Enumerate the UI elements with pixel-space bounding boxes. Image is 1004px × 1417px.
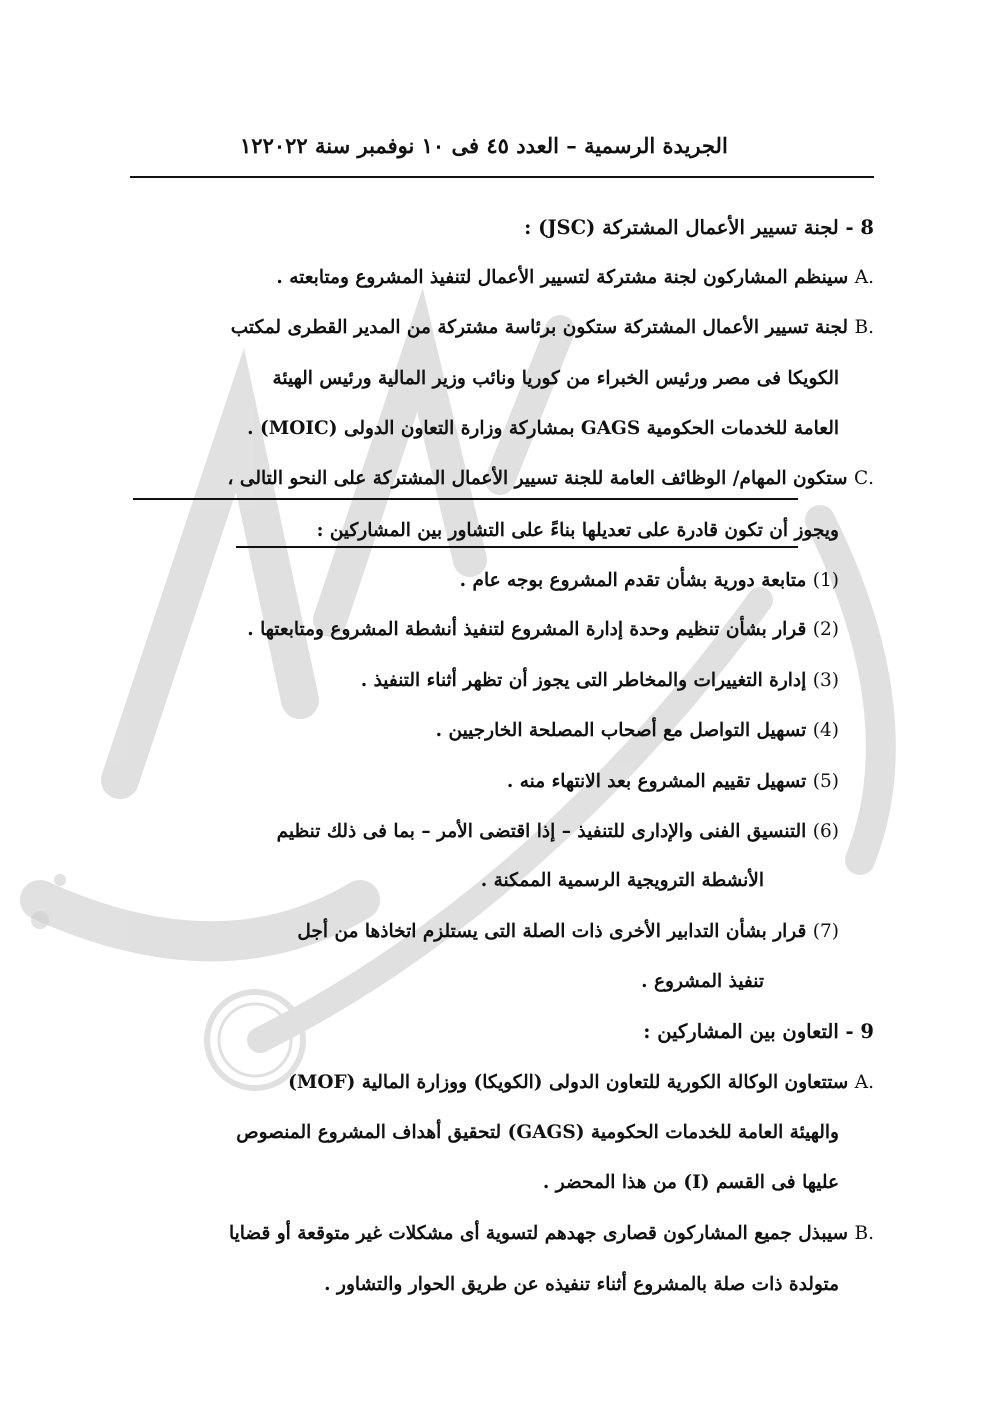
subitem-number: (2) [812,619,839,640]
subitem-number: (4) [812,720,839,741]
section-9-heading: 9 - التعاون بين المشاركين : [643,1020,874,1043]
subitem-number: (7) [812,921,839,942]
subitem-text: إدارة التغييرات والمخاطر التى يجوز أن تظهر أثناء التنفيذ . [360,670,807,691]
section-9-item-b-line-1 [229,1219,874,1249]
gazette-title: الجريدة الرسمية – العدد ٤٥ فى ١٠ نوفمبر سنة ٢٠٢٢ [262,132,728,158]
subitem-number: (5) [812,771,839,792]
subitem-number: (1) [812,570,839,591]
subitem-text: قرار بشأن تنظيم وحدة إدارة المشروع لتنفيذ أنشطة المشروع ومتابعتها . [247,619,807,640]
subitem-text: التنسيق الفنى والإدارى للتنفيذ – إذا اقتضى الأمر – بما فى ذلك تنظيم [276,821,807,842]
section-8-item-a [276,263,874,293]
subitem-text: تسهيل التواصل مع أصحاب المصلحة الخارجيين . [435,720,807,741]
section-8-heading: 8 - لجنة تسيير الأعمال المشتركة (JSC) : [524,216,874,239]
section-8-subitem-5 [507,767,839,797]
section-8-subitem-2 [247,615,839,645]
header-rule [130,176,874,178]
section-8-item-b-line-3: العامة للخدمات الحكومية GAGS بمشاركة وزارة التعاون الدولى (MOIC) . [247,418,839,439]
section-8-item-b-line-2: الكويكا فى مصر ورئيس الخبراء من كوريا ونائب وزير المالية ورئيس الهيئة [272,368,839,389]
item-marker: .C [853,468,874,489]
page-header [130,124,852,166]
subitem-number: (6) [812,821,839,842]
subitem-text: متابعة دورية بشأن تقدم المشروع بوجه عام . [459,570,807,591]
section-8-item-c-line-2: ويجوز أن تكون قادرة على تعديلها بناءً على التشاور بين المشاركين : [316,520,839,541]
section-8-item-c-line-1 [228,464,875,494]
subitem-text: قرار بشأن التدابير الأخرى ذات الصلة التى يستلزم اتخاذها من أجل [297,921,807,942]
item-marker: .B [854,317,874,338]
section-9-item-a-line-3: عليها فى القسم (I) من هذا المحضر . [542,1172,839,1193]
section-8-subitem-7-line-1 [297,917,839,947]
item-text: سيبذل جميع المشاركون قصارى جهدهم لتسوية أى مشكلات غير متوقعة أو قضايا [229,1223,849,1244]
section-8-subitem-4 [436,716,839,746]
item-marker: .B [854,1223,874,1244]
section-8-subitem-6-line-1 [277,817,839,847]
item-text: ستكون المهام/ الوظائف العامة للجنة تسيير الأعمال المشتركة على النحو التالى ، [227,468,848,489]
underline [236,546,798,548]
section-9-item-b-line-2: متولدة ذات صلة بالمشروع أثناء تنفيذه عن طريق الحوار والتشاور . [324,1274,839,1295]
section-9-item-a-line-2: والهيئة العامة للخدمات الحكومية (GAGS) لتحقيق أهداف المشروع المنصوص [236,1122,839,1143]
section-8-subitem-1 [460,566,839,596]
section-9-item-a-line-1 [288,1068,874,1098]
item-text: ستتعاون الوكالة الكورية للتعاون الدولى (الكويكا) ووزارة المالية (MOF) [288,1072,849,1093]
item-text: سينظم المشاركون لجنة مشتركة لتسيير الأعمال لتنفيذ المشروع ومتابعته . [276,267,849,288]
item-text: لجنة تسيير الأعمال المشتركة ستكون برئاسة مشتركة من المدير القطرى لمكتب [230,317,849,338]
section-8-item-b-line-1 [231,313,874,343]
item-marker: .A [854,1072,874,1093]
section-8-subitem-6-line-2: الأنشطة الترويجية الرسمية الممكنة . [480,870,764,891]
subitem-number: (3) [812,670,839,691]
page-number: ١٢ [240,132,263,158]
subitem-text: تسهيل تقييم المشروع بعد الانتهاء منه . [506,771,807,792]
section-8-subitem-7-line-2: تنفيذ المشروع . [641,971,764,992]
item-marker: .A [854,267,874,288]
section-8-subitem-3 [361,666,839,696]
underline [133,498,798,500]
